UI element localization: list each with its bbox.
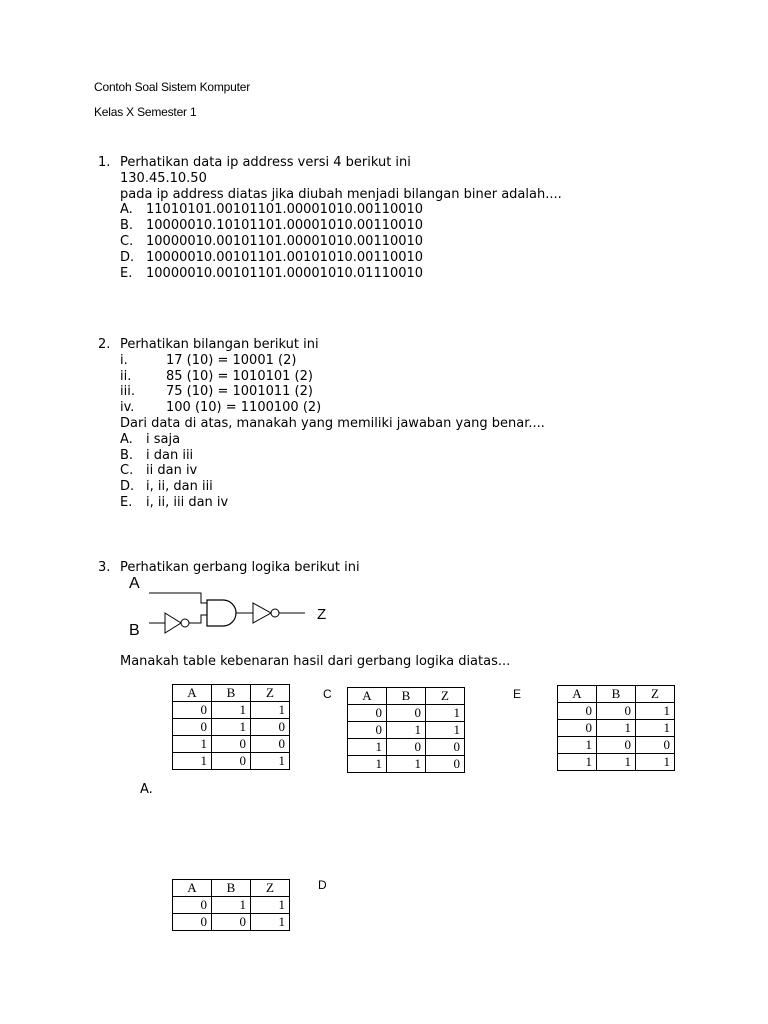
option-e[interactable] xyxy=(98,495,698,511)
table-cell: 0 xyxy=(348,705,387,722)
option-c[interactable] xyxy=(98,234,698,250)
option-text: i dan iii xyxy=(146,447,194,463)
option-label: E. xyxy=(120,494,133,510)
table-cell: 1 xyxy=(387,722,426,739)
option-b[interactable] xyxy=(98,448,698,464)
option-label: C. xyxy=(120,233,134,249)
option-a[interactable] xyxy=(98,202,698,218)
question-number: 2. xyxy=(98,337,111,352)
statement-label: iii. xyxy=(120,384,135,400)
table-cell: 0 xyxy=(173,702,212,719)
table-cell: 1 xyxy=(251,914,290,931)
option-d[interactable] xyxy=(98,479,698,495)
table-header-row xyxy=(558,686,675,703)
header-cell: A xyxy=(348,688,387,705)
table-cell: 0 xyxy=(387,739,426,756)
table-cell: 1 xyxy=(558,754,597,771)
header-cell: A xyxy=(173,880,212,897)
statement-text: 85 (10) = 1010101 (2) xyxy=(166,368,313,384)
table-cell: 0 xyxy=(173,897,212,914)
not-bubble-out xyxy=(271,609,279,617)
option-text: 10000010.00101101.00001010.01110010 xyxy=(146,265,424,281)
table-cell: 1 xyxy=(212,702,251,719)
header-cell: A xyxy=(173,685,212,702)
option-text: 10000010.10101101.00001010.00110010 xyxy=(146,218,424,234)
table-cell: 0 xyxy=(426,739,465,756)
table-row xyxy=(173,719,290,736)
option-b[interactable] xyxy=(98,218,698,234)
table-cell: 0 xyxy=(212,753,251,770)
table-cell: 1 xyxy=(251,897,290,914)
option-label: D. xyxy=(120,249,135,265)
table-header-row xyxy=(348,688,465,705)
ip-address: 130.45.10.50 xyxy=(120,170,207,186)
table-cell: 0 xyxy=(348,722,387,739)
table-a-label: A. xyxy=(140,782,153,797)
table-cell: 0 xyxy=(251,736,290,753)
table-row xyxy=(173,736,290,753)
header-cell: B xyxy=(597,686,636,703)
table-row xyxy=(558,737,675,754)
table-cell: 1 xyxy=(426,722,465,739)
option-label: E. xyxy=(120,265,133,281)
question-number: 3. xyxy=(98,560,111,575)
header-cell: B xyxy=(212,880,251,897)
table-cell: 0 xyxy=(251,719,290,736)
statement-label: iv. xyxy=(120,400,135,416)
option-label: B. xyxy=(120,218,134,234)
and-gate xyxy=(207,600,236,626)
wire-a xyxy=(149,593,207,603)
table-cell: 1 xyxy=(173,736,212,753)
table-cell: 0 xyxy=(173,719,212,736)
table-row xyxy=(558,703,675,720)
truth-table-c xyxy=(347,687,465,773)
table-cell: 1 xyxy=(251,753,290,770)
table-cell: 1 xyxy=(426,705,465,722)
option-text: i, ii, iii dan iv xyxy=(146,494,229,510)
table-cell: 0 xyxy=(387,705,426,722)
question-3-prompt xyxy=(120,654,680,670)
table-cell: 1 xyxy=(212,897,251,914)
statement-text: 17 (10) = 10001 (2) xyxy=(166,352,297,368)
header-cell: B xyxy=(387,688,426,705)
table-cell: 0 xyxy=(597,703,636,720)
table-cell: 1 xyxy=(173,753,212,770)
table-row xyxy=(558,754,675,771)
statement-label: ii. xyxy=(120,368,132,384)
table-d-label: D xyxy=(318,878,327,892)
table-cell: 1 xyxy=(251,702,290,719)
table-cell: 1 xyxy=(636,703,675,720)
table-header-row xyxy=(173,685,290,702)
table-cell: 0 xyxy=(597,737,636,754)
option-label: C. xyxy=(120,463,134,479)
question-text: pada ip address diatas jika diubah menjadi bilangan biner adalah.... xyxy=(120,186,562,202)
option-label: B. xyxy=(120,447,134,463)
table-header-row xyxy=(173,880,290,897)
table-cell: 1 xyxy=(387,756,426,773)
question-text: Perhatikan gerbang logika berikut ini xyxy=(120,560,360,575)
option-e[interactable] xyxy=(98,266,698,282)
table-row xyxy=(173,914,290,931)
truth-table-d xyxy=(172,879,290,931)
table-row xyxy=(173,897,290,914)
option-label: D. xyxy=(120,479,135,495)
header-cell: Z xyxy=(251,880,290,897)
table-cell: 1 xyxy=(636,720,675,737)
table-cell: 0 xyxy=(212,914,251,931)
table-cell: 1 xyxy=(597,720,636,737)
option-text: 10000010.00101101.00001010.00110010 xyxy=(146,233,424,249)
option-a[interactable] xyxy=(98,432,698,448)
output-z-label: Z xyxy=(317,606,327,623)
table-row xyxy=(173,753,290,770)
table-cell: 0 xyxy=(558,720,597,737)
table-cell: 1 xyxy=(348,756,387,773)
not-bubble-b xyxy=(181,619,189,627)
option-label: A. xyxy=(120,202,133,218)
truth-table-e xyxy=(557,685,675,771)
question-text: Perhatikan bilangan berikut ini xyxy=(120,337,319,352)
input-a-label: A xyxy=(129,575,140,592)
header-cell: Z xyxy=(636,686,675,703)
table-cell: 1 xyxy=(558,737,597,754)
header-cell: B xyxy=(212,685,251,702)
statement-text: 100 (10) = 1100100 (2) xyxy=(166,400,322,416)
question-text: Dari data di atas, manakah yang memiliki jawaban yang benar.... xyxy=(120,415,545,431)
option-text: 11010101.00101101.00001010.00110010 xyxy=(146,202,424,218)
table-row xyxy=(558,720,675,737)
question-number: 1. xyxy=(98,155,111,170)
option-text: i, ii, dan iii xyxy=(146,479,213,495)
table-cell: 1 xyxy=(597,754,636,771)
truth-table-a xyxy=(172,684,290,770)
statement-iii xyxy=(98,384,698,400)
document-subtitle: Kelas X Semester 1 xyxy=(94,105,197,119)
table-cell: 1 xyxy=(212,719,251,736)
not-gate-b xyxy=(165,613,181,633)
statement-label: i. xyxy=(120,352,128,368)
table-e-label: E xyxy=(513,687,522,701)
statement-ii xyxy=(98,369,698,385)
table-cell: 0 xyxy=(558,703,597,720)
option-d[interactable] xyxy=(98,250,698,266)
header-cell: A xyxy=(558,686,597,703)
statement-iv xyxy=(98,400,698,416)
option-label: A. xyxy=(120,431,133,447)
table-row xyxy=(173,702,290,719)
question-text: Perhatikan data ip address versi 4 berikut ini xyxy=(120,155,411,170)
document-title: Contoh Soal Sistem Komputer xyxy=(94,80,251,94)
table-row xyxy=(348,756,465,773)
header-cell: Z xyxy=(251,685,290,702)
option-text: i saja xyxy=(146,431,181,447)
option-text: 10000010.00101101.00101010.00110010 xyxy=(146,249,424,265)
table-row xyxy=(348,739,465,756)
table-row xyxy=(348,705,465,722)
table-row xyxy=(348,722,465,739)
table-cell: 1 xyxy=(348,739,387,756)
table-cell: 0 xyxy=(636,737,675,754)
option-c[interactable] xyxy=(98,463,698,479)
option-text: ii dan iv xyxy=(146,463,198,479)
table-c-label: C xyxy=(323,687,332,701)
not-gate-out xyxy=(253,603,271,623)
statement-text: 75 (10) = 1001011 (2) xyxy=(166,384,313,400)
table-cell: 0 xyxy=(426,756,465,773)
table-cell: 0 xyxy=(212,736,251,753)
question-2 xyxy=(98,337,698,511)
table-cell: 1 xyxy=(636,754,675,771)
question-text: Manakah table kebenaran hasil dari gerbang logika diatas... xyxy=(120,654,511,669)
logic-gate-diagram xyxy=(125,572,345,640)
header-cell: Z xyxy=(426,688,465,705)
wire-not-b xyxy=(189,615,207,623)
statement-i xyxy=(98,353,698,369)
input-b-label: B xyxy=(129,622,140,639)
question-1 xyxy=(98,155,698,281)
table-cell: 0 xyxy=(173,914,212,931)
